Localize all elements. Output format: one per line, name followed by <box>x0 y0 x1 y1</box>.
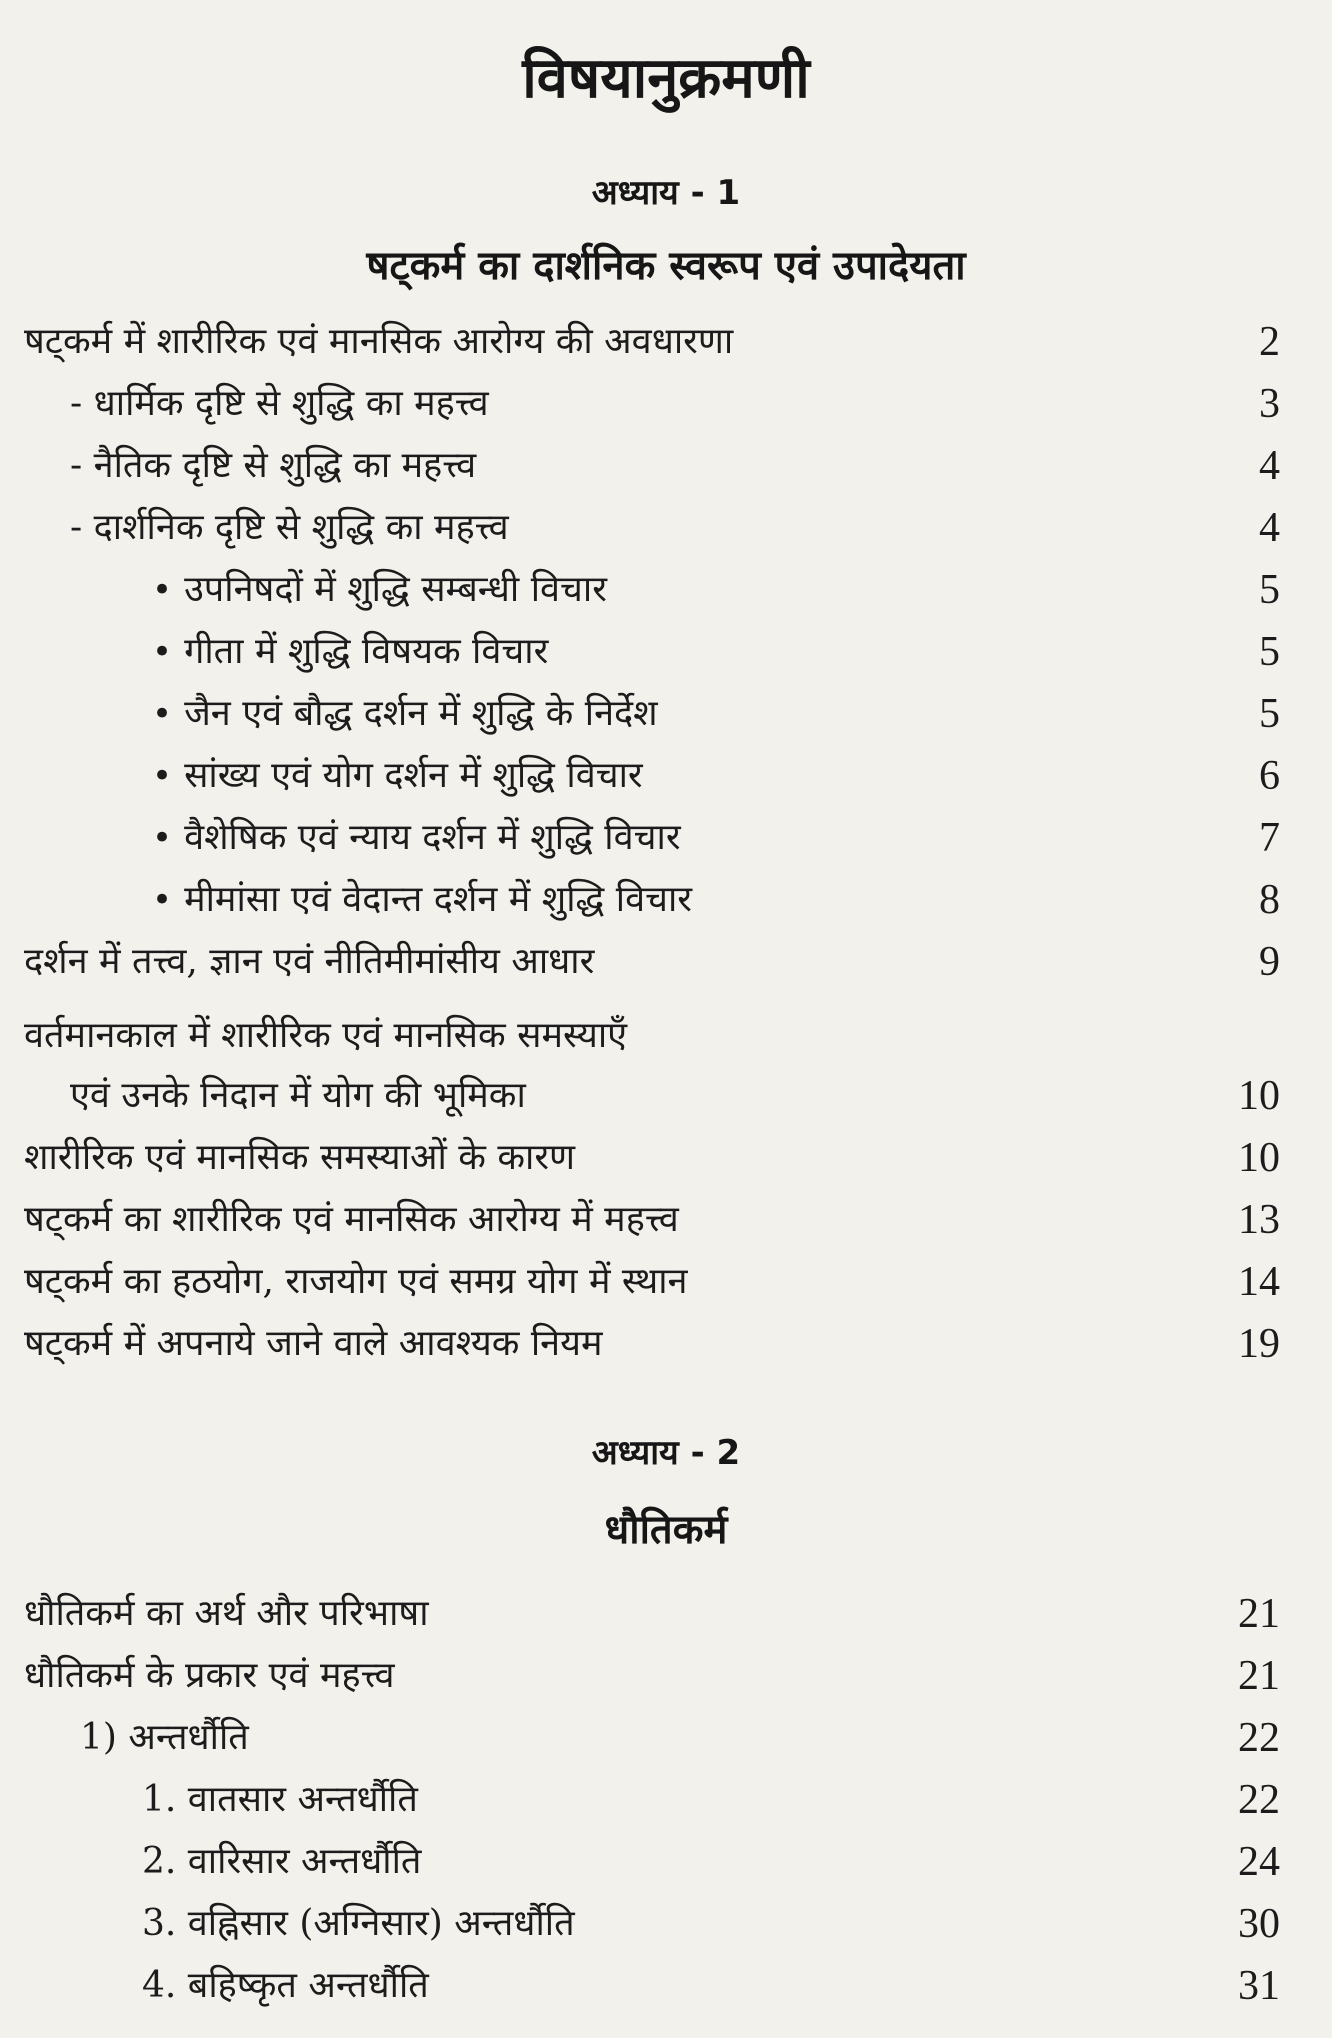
toc-entry-text: एवं उनके निदान में योग की भूमिका <box>70 1075 526 1116</box>
chapter-1-label: अध्याय - 1 <box>591 173 741 213</box>
toc-entry <box>0 1194 1332 1252</box>
toc-entry <box>0 874 1332 932</box>
toc-page-number: 5 <box>1259 629 1280 675</box>
toc-page-number: 21 <box>1238 1653 1280 1699</box>
toc-page-number: 22 <box>1238 1777 1280 1823</box>
toc-entry <box>0 1836 1332 1894</box>
toc-entry <box>0 1132 1332 1190</box>
bullet-icon: • <box>152 756 173 796</box>
toc-page-number: 4 <box>1259 443 1280 489</box>
toc-page-number: 10 <box>1238 1073 1280 1119</box>
toc-entry-text: दर्शन में तत्त्व, ज्ञान एवं नीतिमीमांसीय आधार <box>24 941 595 982</box>
toc-entry-text: 1. वातसार अन्तर्धौति <box>142 1779 418 1820</box>
toc-entry <box>0 1588 1332 1646</box>
toc-page-number: 19 <box>1238 1321 1280 1367</box>
bullet-icon: • <box>152 880 173 920</box>
toc-entry <box>0 1010 1332 1068</box>
toc-entry <box>0 1712 1332 1770</box>
toc-entry-text: धौतिकर्म का अर्थ और परिभाषा <box>24 1593 429 1634</box>
page-title: विषयानुक्रमणी <box>522 46 810 111</box>
toc-entry-text: वैशेषिक एवं न्याय दर्शन में शुद्धि विचार <box>184 817 681 858</box>
toc-page-number: 14 <box>1238 1259 1280 1305</box>
toc-entry <box>0 1256 1332 1314</box>
toc-page-number: 13 <box>1238 1197 1280 1243</box>
toc-entry-text: मीमांसा एवं वेदान्त दर्शन में शुद्धि विचार <box>184 879 692 920</box>
toc-entry <box>0 936 1332 994</box>
toc-entry <box>0 316 1332 374</box>
toc-page-number: 31 <box>1238 1963 1280 2009</box>
bullet-icon: • <box>152 694 173 734</box>
toc-entry <box>0 812 1332 870</box>
bullet-icon: • <box>152 818 173 858</box>
toc-entry <box>0 1960 1332 2018</box>
chapter-1-title: षट्कर्म का दार्शनिक स्वरूप एवं उपादेयता <box>366 243 966 289</box>
toc-entry-text: षट्कर्म का हठयोग, राजयोग एवं समग्र योग में स्थान <box>24 1261 688 1302</box>
toc-page-number: 6 <box>1259 753 1280 799</box>
toc-entry <box>0 440 1332 498</box>
toc-entry-text: - धार्मिक दृष्टि से शुद्धि का महत्त्व <box>70 383 489 424</box>
toc-entry-text: 3. वह्निसार (अग्निसार) अन्तर्धौति <box>142 1903 575 1944</box>
toc-entry <box>0 688 1332 746</box>
toc-entry <box>0 1318 1332 1376</box>
toc-page-number: 21 <box>1238 1591 1280 1637</box>
toc-page-number: 2 <box>1259 319 1280 365</box>
toc-entry <box>0 1774 1332 1832</box>
toc-entry <box>0 626 1332 684</box>
toc-entry <box>0 564 1332 622</box>
toc-entry-text: 2. वारिसार अन्तर्धौति <box>142 1841 422 1882</box>
toc-entry <box>0 1650 1332 1708</box>
toc-entry-text: गीता में शुद्धि विषयक विचार <box>184 631 549 672</box>
toc-entry-text: - दार्शनिक दृष्टि से शुद्धि का महत्त्व <box>70 507 509 548</box>
toc-entry-text: षट्कर्म में अपनाये जाने वाले आवश्यक नियम <box>24 1323 603 1364</box>
toc-page-number: 5 <box>1259 691 1280 737</box>
toc-entry-text: जैन एवं बौद्ध दर्शन में शुद्धि के निर्देश <box>184 693 658 734</box>
chapter-2-title: धौतिकर्म <box>604 1507 728 1553</box>
toc-entry <box>0 750 1332 808</box>
toc-page-number: 30 <box>1238 1901 1280 1947</box>
toc-page-number: 24 <box>1238 1839 1280 1885</box>
toc-page-number: 8 <box>1259 877 1280 923</box>
toc-entry <box>0 502 1332 560</box>
toc-entry-text: षट्कर्म में शारीरिक एवं मानसिक आरोग्य की अवधारणा <box>24 321 734 362</box>
toc-entry <box>0 378 1332 436</box>
toc-entry-text: 1) अन्तर्धौति <box>80 1717 249 1758</box>
toc-entry-text: उपनिषदों में शुद्धि सम्बन्धी विचार <box>184 569 607 610</box>
toc-entry-text: वर्तमानकाल में शारीरिक एवं मानसिक समस्याएँ <box>24 1015 628 1056</box>
toc-entry-text: 4. बहिष्कृत अन्तर्धौति <box>142 1965 429 2006</box>
bullet-icon: • <box>152 632 173 672</box>
toc-entry-text: षट्कर्म का शारीरिक एवं मानसिक आरोग्य में महत्त्व <box>24 1199 679 1240</box>
toc-page-number: 7 <box>1259 815 1280 861</box>
toc-page-number: 22 <box>1238 1715 1280 1761</box>
toc-page-number: 3 <box>1259 381 1280 427</box>
toc-entry <box>0 1898 1332 1956</box>
toc-page-number: 4 <box>1259 505 1280 551</box>
bullet-icon: • <box>152 570 173 610</box>
toc-entry <box>0 1070 1332 1128</box>
toc-page-number: 5 <box>1259 567 1280 613</box>
toc-entry-text: शारीरिक एवं मानसिक समस्याओं के कारण <box>24 1137 576 1178</box>
chapter-2-label: अध्याय - 2 <box>591 1433 741 1473</box>
toc-entry-text: धौतिकर्म के प्रकार एवं महत्त्व <box>24 1655 395 1696</box>
toc-page-number: 9 <box>1259 939 1280 985</box>
toc-page-number: 10 <box>1238 1135 1280 1181</box>
toc-entry-text: सांख्य एवं योग दर्शन में शुद्धि विचार <box>184 755 643 796</box>
toc-entry-text: - नैतिक दृष्टि से शुद्धि का महत्त्व <box>70 445 477 486</box>
